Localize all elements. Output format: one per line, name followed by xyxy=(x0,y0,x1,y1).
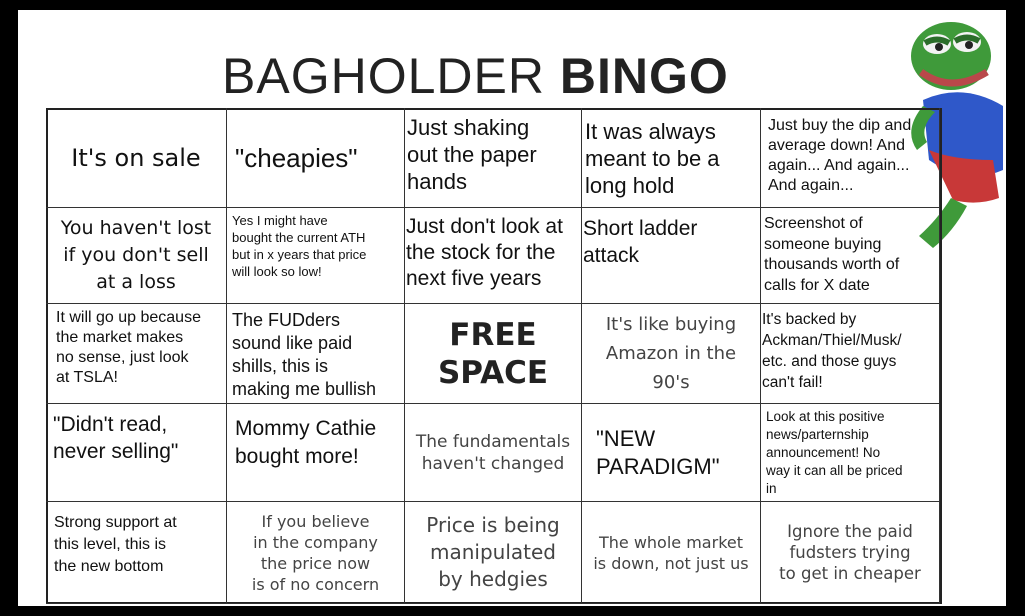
bingo-cell-line: to get in cheaper xyxy=(779,564,921,583)
bingo-cell-line: It's on sale xyxy=(71,143,201,172)
bingo-cell-line: It was always xyxy=(585,119,716,144)
bingo-cell-line: way it can all be priced xyxy=(766,463,903,478)
bingo-cell-line: will look so low! xyxy=(232,264,322,279)
bingo-cell-line: The whole market xyxy=(598,532,743,552)
bingo-cell-line: sound like paid xyxy=(232,333,353,353)
bingo-cell-line: by hedgies xyxy=(438,567,548,591)
bingo-cell xyxy=(46,404,227,502)
bingo-cell-line: Ignore the paid xyxy=(787,522,913,541)
bingo-free-space xyxy=(405,304,582,404)
bingo-cell xyxy=(582,304,761,404)
bingo-cell-line: average down! And xyxy=(768,137,905,154)
bingo-cell-line: 90's xyxy=(652,372,690,393)
bingo-cell-line: Short ladder xyxy=(583,217,698,240)
bingo-cell-line: "NEW xyxy=(596,425,656,451)
bingo-cell xyxy=(761,208,940,304)
bingo-cell xyxy=(761,304,940,404)
bingo-cell xyxy=(405,208,582,304)
bingo-cell-line: You haven't lost xyxy=(60,217,212,239)
bingo-cell-line: Strong support at xyxy=(54,514,177,531)
bingo-cell-line: can't fail! xyxy=(762,374,823,391)
bingo-cell xyxy=(227,208,405,304)
bingo-cell-line: FREE xyxy=(449,316,537,353)
bingo-cell-line: If you believe xyxy=(261,511,370,531)
bingo-cell-line: "Didn't read, xyxy=(53,413,168,436)
bingo-cell xyxy=(46,208,227,304)
title-bold-part: BINGO xyxy=(559,48,729,104)
bingo-cell-line: fudsters trying xyxy=(789,543,911,562)
bingo-cell xyxy=(405,108,582,208)
bingo-cell-line: bought more! xyxy=(235,445,359,468)
bingo-cell-line: is down, not just us xyxy=(593,553,749,573)
bingo-cell-line: but in x years that price xyxy=(232,247,367,262)
bingo-cell xyxy=(582,404,761,502)
bingo-cell-line: is of no concern xyxy=(251,574,380,594)
bingo-cell-line: thousands worth of xyxy=(764,256,900,273)
bingo-cell-line: the market makes xyxy=(56,329,184,346)
bingo-cell-line: attack xyxy=(583,244,640,267)
bingo-cell xyxy=(761,404,940,502)
bingo-cell-line: making me bullish xyxy=(232,379,377,399)
bingo-cell-line: out the paper xyxy=(407,142,537,167)
bingo-cell-line: And again... xyxy=(768,177,854,194)
bingo-cell-line: Look at this positive xyxy=(766,409,885,424)
bingo-cell-line: no sense, just look xyxy=(56,349,189,366)
bingo-cell xyxy=(227,404,405,502)
bingo-cell-line: The fundamentals xyxy=(415,431,571,452)
bingo-cell-line: hands xyxy=(407,169,467,194)
bingo-cell xyxy=(761,108,940,208)
bingo-cell xyxy=(227,502,405,604)
bingo-cell xyxy=(582,108,761,208)
bingo-cell-line: in xyxy=(766,481,777,496)
bingo-cell-line: long hold xyxy=(585,173,675,198)
bingo-cell-line: SPACE xyxy=(437,354,549,391)
bingo-cell xyxy=(582,502,761,604)
bingo-cell xyxy=(405,502,582,604)
bingo-cell-line: at a loss xyxy=(96,271,176,293)
bingo-cell-line: in the company xyxy=(253,532,378,552)
bingo-cell-line: manipulated xyxy=(430,540,556,564)
bingo-cell-line: shills, this is xyxy=(232,356,329,376)
bingo-cell-line: It's like buying xyxy=(605,314,737,335)
bingo-cell-line: someone buying xyxy=(764,235,882,253)
bingo-cell-line: It will go up because xyxy=(56,309,201,326)
bingo-cell-line: Screenshot of xyxy=(764,215,863,232)
bingo-cell xyxy=(227,108,405,208)
bingo-cell-line: haven't changed xyxy=(421,453,565,474)
bingo-cell-line: at TSLA! xyxy=(56,369,118,386)
bingo-cell-line: the stock for the xyxy=(406,241,556,264)
bingo-cell-line: news/parternship xyxy=(766,427,869,442)
bingo-cell-line: Yes I might have xyxy=(232,213,328,228)
bingo-cell-line: bought the current ATH xyxy=(232,230,366,245)
bingo-cell xyxy=(405,404,582,502)
bingo-cell-line: if you don't sell xyxy=(63,244,209,266)
bingo-cell xyxy=(761,502,940,604)
bingo-cell-line: announcement! No xyxy=(766,445,881,460)
bingo-cell-line: It's backed by xyxy=(762,311,857,328)
bingo-cell-line: Price is being xyxy=(426,513,560,537)
bingo-cell-line: The FUDders xyxy=(232,310,341,330)
bingo-cell-line: Just don't look at xyxy=(406,215,563,238)
page-title xyxy=(222,46,729,106)
bingo-cell xyxy=(582,208,761,304)
bingo-cell-line: PARADIGM" xyxy=(596,453,720,479)
bingo-cell xyxy=(46,108,227,208)
bingo-cell-line: Amazon in the xyxy=(605,343,737,364)
bingo-cell-line: "cheapies" xyxy=(235,142,358,173)
bingo-cell xyxy=(46,502,227,604)
bingo-cell-line: this level, this is xyxy=(54,536,167,553)
bingo-cell-line: etc. and those guys xyxy=(762,353,897,370)
bingo-cell-line: again... And again... xyxy=(768,157,910,174)
bingo-cell-line: next five years xyxy=(406,267,542,290)
bingo-cell-line: the new bottom xyxy=(54,558,164,575)
bingo-cell xyxy=(227,304,405,404)
bingo-cell-line: the price now xyxy=(260,553,371,573)
title-light-part: BAGHOLDER xyxy=(222,48,545,104)
bingo-cell-line: Just buy the dip and xyxy=(768,117,912,134)
bingo-cell-line: Ackman/Thiel/Musk/ xyxy=(762,332,902,349)
bingo-cell-line: Mommy Cathie xyxy=(235,417,377,440)
bingo-cell-line: never selling" xyxy=(53,440,179,463)
bingo-cell-line: Just shaking xyxy=(407,115,530,140)
bingo-cell-line: meant to be a xyxy=(585,146,720,171)
bingo-cell-line: calls for X date xyxy=(764,276,870,294)
bingo-cell xyxy=(46,304,227,404)
